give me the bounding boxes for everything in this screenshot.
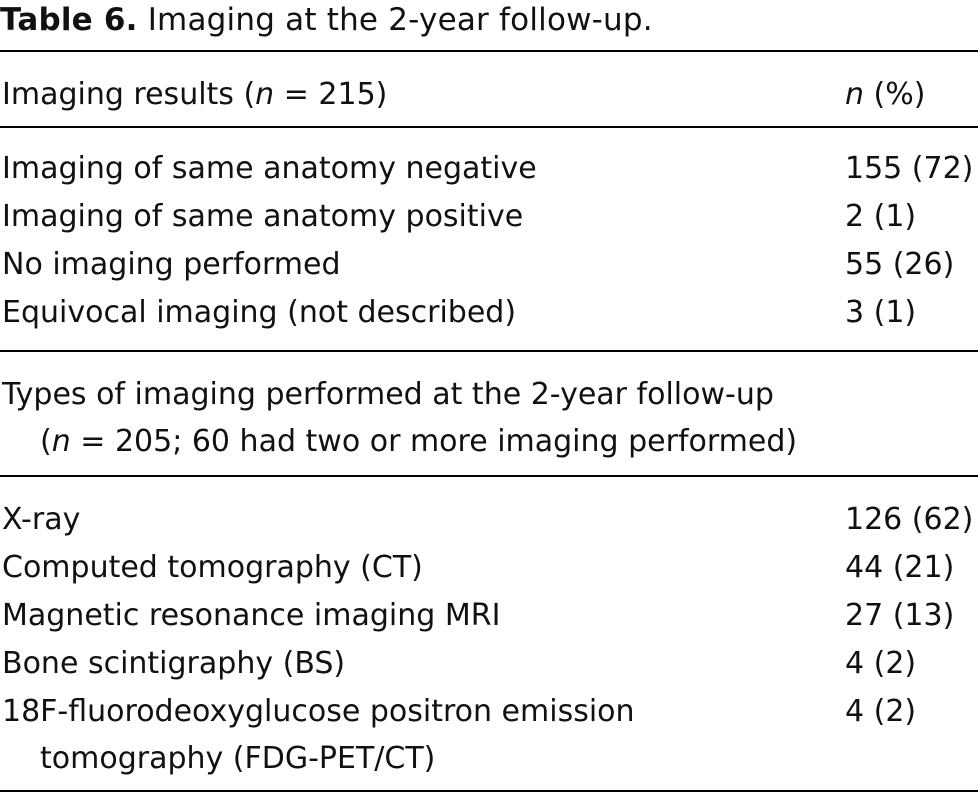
section2-header-label: Types of imaging performed at the 2-year follow-up [2, 377, 774, 412]
table-row [0, 688, 978, 736]
table-row [0, 592, 978, 640]
row-value: 27 (13) [845, 598, 955, 633]
row-value: 4 (2) [845, 646, 917, 681]
row-label: No imaging performed [2, 247, 341, 282]
table-row [0, 241, 978, 289]
row-label: Imaging of same anatomy negative [2, 151, 537, 186]
row-value: 55 (26) [845, 247, 955, 282]
table-row [0, 145, 978, 193]
row-label-line2: tomography (FDG-PET/CT) [40, 741, 436, 776]
section1-header [0, 71, 978, 119]
section2-header-rule [0, 475, 978, 477]
table-row [0, 496, 978, 544]
row-value: 4 (2) [845, 694, 917, 729]
table-number: Table 6. [0, 2, 138, 38]
section2-rule [0, 350, 978, 352]
table-row [0, 544, 978, 592]
top-rule [0, 50, 978, 52]
section2-header-line1 [0, 371, 978, 419]
row-value: 126 (62) [845, 502, 974, 537]
table-row [0, 640, 978, 688]
table-row [0, 193, 978, 241]
row-label: Bone scintigraphy (BS) [2, 646, 346, 681]
section2-header-line2 [0, 418, 978, 466]
row-label: X-ray [2, 502, 81, 537]
table-row-continuation [0, 735, 978, 783]
row-label: Magnetic resonance imaging MRI [2, 598, 501, 633]
row-value: 44 (21) [845, 550, 955, 585]
section2-header-subtitle: (n = 205; 60 had two or more imaging performed) [40, 424, 798, 459]
row-label: Equivocal imaging (not described) [2, 295, 517, 330]
row-value: 155 (72) [845, 151, 974, 186]
table-row [0, 289, 978, 337]
row-value: 2 (1) [845, 199, 917, 234]
row-label: 18F-fluorodeoxyglucose positron emission [2, 694, 635, 729]
row-label: Imaging of same anatomy positive [2, 199, 524, 234]
column-header-n-percent: n (%) [845, 77, 926, 112]
bottom-rule [0, 790, 978, 792]
section1-header-label: Imaging results (n = 215) [2, 77, 388, 112]
row-label: Computed tomography (CT) [2, 550, 423, 585]
row-value: 3 (1) [845, 295, 917, 330]
section1-rule [0, 126, 978, 128]
table-title: Imaging at the 2-year follow-up. [147, 2, 653, 38]
table-caption [0, 0, 653, 40]
